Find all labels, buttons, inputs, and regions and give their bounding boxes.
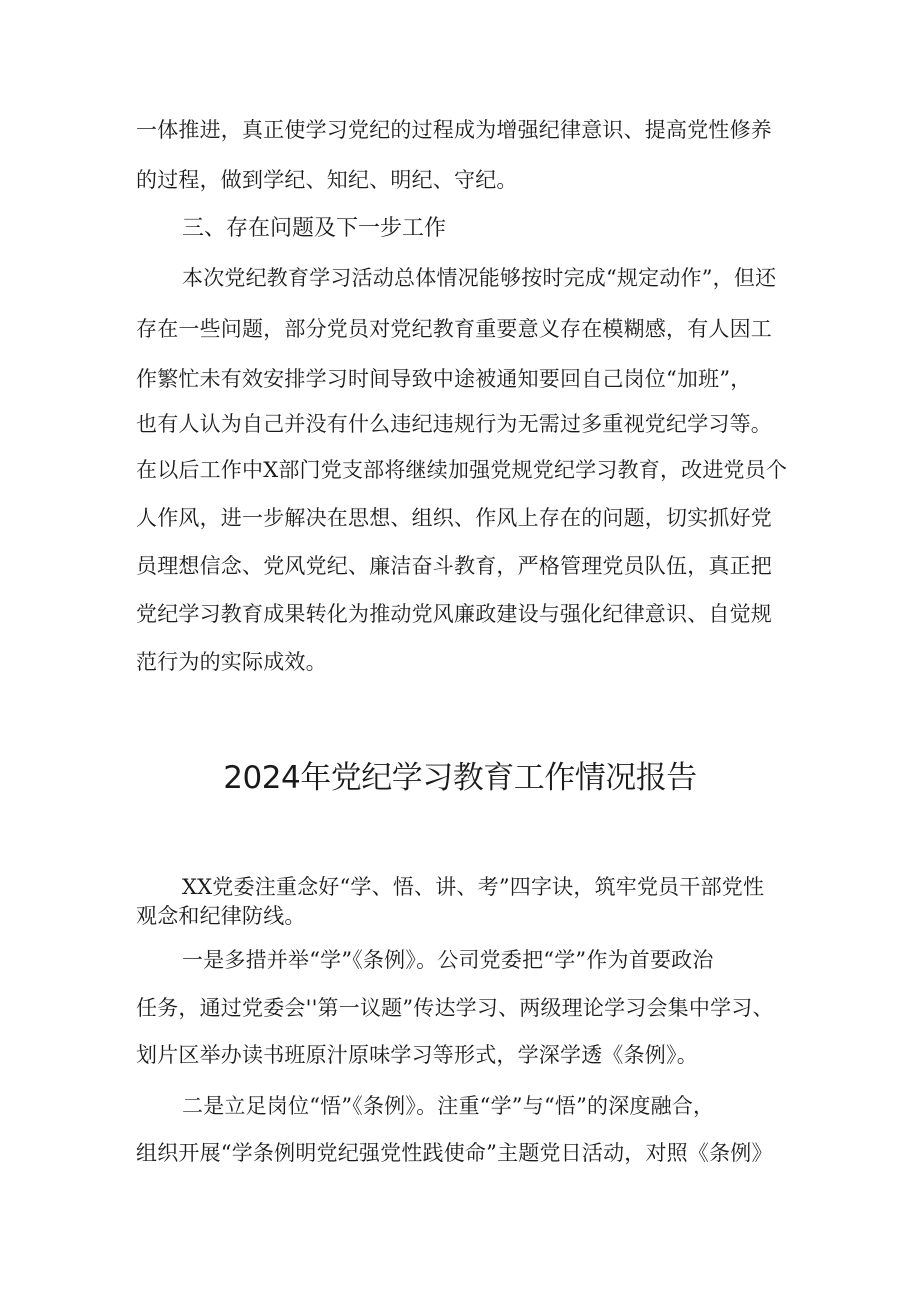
paragraph-line: 组织开展“学条例明党纪强党性践使命”主题党日活动，对照《条例》: [136, 1141, 773, 1165]
paragraph-line: 二是立足岗位“悟”《条例》。注重“学”与“悟”的深度融合，: [182, 1094, 715, 1118]
paragraph-line: 范行为的实际成效。: [136, 650, 327, 674]
paragraph-line: 划片区举办读书班原汁原味学习等形式，学深学透《条例》。: [136, 1043, 698, 1067]
paragraph-line: 任务，通过党委会''第一议题”传达学习、两级理论学习会集中学习、: [136, 996, 774, 1020]
paragraph-line: 一是多措并举“学”《条例》。公司党委把“学”作为首要政治: [182, 948, 714, 972]
paragraph-line: 一体推进，真正使学习党纪的过程成为增强纪律意识、提高党性修养: [136, 118, 772, 142]
paragraph-line: 党纪学习教育成果转化为推动党风廉政建设与强化纪律意识、自觉规: [136, 602, 772, 626]
paragraph-line: 的过程，做到学纪、知纪、明纪、守纪。: [136, 168, 518, 192]
section-heading: 三、存在问题及下一步工作: [182, 216, 447, 241]
paragraph-line: 观念和纪律防线。: [136, 904, 306, 928]
paragraph-line: 存在一些问题，部分党员对党纪教育重要意义存在模糊感，有人因工: [136, 317, 772, 341]
paragraph-line: 也有人认为自己并没有什么违纪违规行为无需过多重视党纪学习等。: [136, 412, 772, 436]
paragraph-line: 作繁忙未有效安排学习时间导致中途被通知要回自己岗位“加班”，: [136, 367, 752, 391]
paragraph-line: 员理想信念、党风党纪、廉洁奋斗教育，严格管理党员队伍，真正把: [136, 554, 772, 578]
paragraph-line: XX党委注重念好“学、悟、讲、考”四字诀，筑牢党员干部党性: [182, 875, 765, 899]
paragraph-line: 人作风，进一步解决在思想、组织、作风上存在的问题，切实抓好党: [136, 506, 772, 530]
report-title: 2024年党纪学习教育工作情况报告: [223, 760, 697, 796]
paragraph-line: 在以后工作中X部门党支部将继续加强党规党纪学习教育，改进党员个: [136, 458, 788, 482]
paragraph-line: 本次党纪教育学习活动总体情况能够按时完成“规定动作”，但还: [182, 266, 777, 290]
